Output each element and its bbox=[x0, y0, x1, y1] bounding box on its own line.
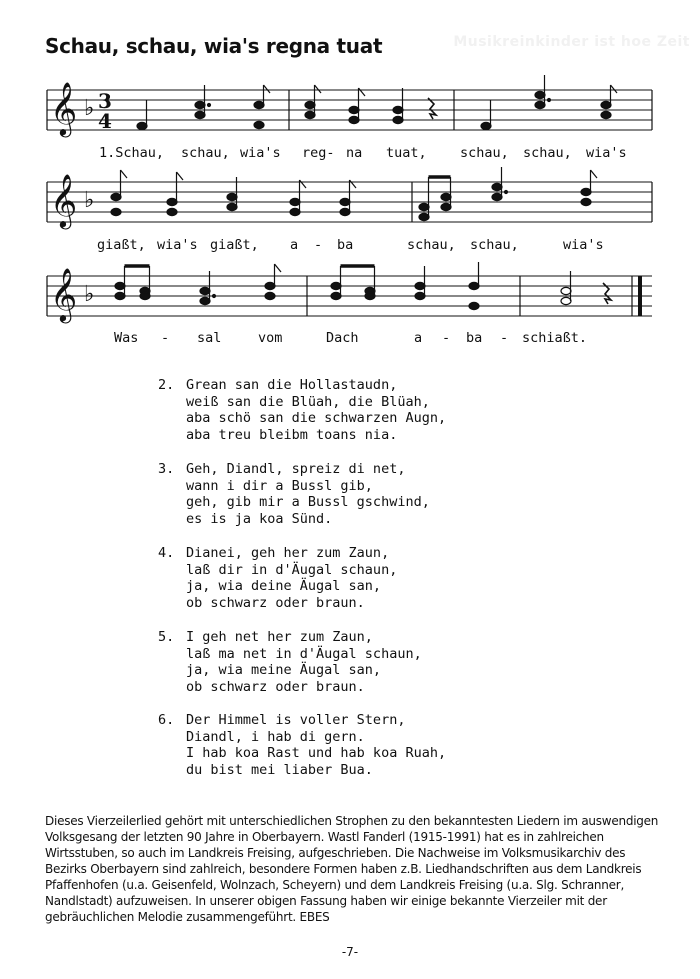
treble-clef-icon: 𝄞 bbox=[50, 81, 78, 135]
lyric-syllable: vom bbox=[258, 330, 283, 346]
verse-number: 3. bbox=[158, 461, 175, 477]
verse-line: es is ja koa Sünd. bbox=[186, 510, 333, 527]
verse-line: geh, gib mir a Bussl gschwind, bbox=[186, 494, 430, 511]
verse-3 bbox=[158, 461, 430, 527]
lyric-syllable: - bbox=[161, 330, 170, 346]
lyric-syllable: schau, bbox=[181, 145, 230, 161]
lyric-syllable: sal bbox=[197, 330, 222, 346]
lyric-syllable: tuat, bbox=[386, 145, 427, 161]
clefs bbox=[50, 81, 94, 323]
svg-text:4: 4 bbox=[98, 109, 112, 133]
lyric-syllable: schau, bbox=[407, 237, 456, 253]
verse-line: I geh net her zum Zaun, bbox=[186, 629, 373, 645]
lyric-syllable: a bbox=[414, 330, 423, 346]
lyric-syllable: ba bbox=[466, 330, 483, 346]
verse-line: laß ma net in d'Äugal schaun, bbox=[186, 645, 422, 662]
lyric-syllable: na bbox=[346, 145, 363, 161]
lyric-syllable: - bbox=[314, 237, 323, 253]
lyric-syllable: reg- bbox=[302, 145, 335, 161]
verse-line: ja, wia deine Äugal san, bbox=[186, 578, 382, 595]
lyric-syllable: giaßt, bbox=[210, 237, 259, 253]
verse-line: aba treu bleibm toans nia. bbox=[186, 426, 398, 443]
flat-icon: ♭ bbox=[84, 96, 95, 121]
lyric-syllable: schau, bbox=[460, 145, 509, 161]
verse-line: weiß san die Blüah, die Blüah, bbox=[186, 393, 430, 410]
verse-line: Dianei, geh her zum Zaun, bbox=[186, 545, 390, 561]
notes-system-2 bbox=[111, 167, 597, 221]
verse-line: I hab koa Rast und hab koa Ruah, bbox=[186, 745, 447, 762]
lyric-syllable: schau, bbox=[523, 145, 572, 161]
verse-line: laß dir in d'Äugal schaun, bbox=[186, 561, 398, 578]
flat-icon: ♭ bbox=[84, 188, 95, 213]
flat-icon: ♭ bbox=[84, 282, 95, 307]
verse-line: aba schö san die schwarzen Augn, bbox=[186, 410, 447, 427]
verse-number: 6. bbox=[158, 712, 175, 728]
song-title: Schau, schau, wia's regna tuat bbox=[45, 34, 383, 58]
lyric-syllable: wia's bbox=[586, 145, 627, 161]
verse-2 bbox=[158, 377, 446, 443]
lyric-syllable: Dach bbox=[326, 330, 359, 346]
verse-6 bbox=[158, 712, 446, 778]
commentary-paragraph: Dieses Vierzeilerlied gehört mit unterschiedlichen Strophen zu den bekanntesten Liedern im auswendigen Volksgesang der letzten 90 Jahre in Oberbayern. Wastl Fanderl (1915-1991) hat es in zahlreichen Wirtsstuben, so auch im Landkreis Freising, aufgeschrieben. Die Nachweise im Volksmusikarchiv des Bezirks Oberbayern sind zahlreich, besondere Formen haben z.B. Liedhandschriften aus dem Landkreis Pfaffenhofen (u.a. Geisenfeld, Wolnzach, Scheyern) und dem Landkreis Freising (u.a. Slg. Schranner, Nandlstadt) aufzuweisen. In unserer obigen Fassung haben wir einige bekannte Vierzeiler mit der gebräuchlichen Melodie zusammengeführt. EBES bbox=[45, 814, 659, 924]
lyric-syllable: giaßt, bbox=[97, 237, 146, 253]
verse-number: 5. bbox=[158, 629, 175, 645]
notes-system-1 bbox=[137, 75, 617, 130]
verse-5 bbox=[158, 629, 422, 695]
treble-clef-icon: 𝄞 bbox=[50, 173, 78, 227]
lyric-syllable: Was bbox=[114, 330, 139, 346]
verse-line: wann i dir a Bussl gib, bbox=[186, 477, 373, 494]
verse-4 bbox=[158, 545, 397, 611]
lyric-syllable: schiaßt. bbox=[522, 330, 588, 346]
lyric-syllable: 1.Schau, bbox=[99, 145, 165, 161]
lyric-syllable: ba bbox=[337, 237, 354, 253]
treble-clef-icon: 𝄞 bbox=[50, 267, 78, 321]
lyric-syllable: wia's bbox=[240, 145, 281, 161]
verse-number: 4. bbox=[158, 545, 175, 561]
page-number: -7- bbox=[341, 945, 359, 959]
verse-line: ja, wia meine Äugal san, bbox=[186, 662, 382, 679]
svg-text:3: 3 bbox=[98, 89, 112, 113]
lyric-syllable: - bbox=[442, 330, 451, 346]
lyric-syllable: wia's bbox=[563, 237, 604, 253]
lyric-syllable: a bbox=[290, 237, 299, 253]
lyric-syllable: wia's bbox=[157, 237, 198, 253]
verse-line: Grean san die Hollastaudn, bbox=[186, 377, 398, 393]
verse-number: 2. bbox=[158, 377, 175, 393]
bleed-through-text: Musikreinkinder ist hoe Zeit bbox=[453, 34, 690, 50]
time-signature bbox=[98, 89, 112, 133]
verse-line: Geh, Diandl, spreiz di net, bbox=[186, 461, 406, 477]
verse-line: du bist mei liaber Bua. bbox=[186, 761, 373, 778]
verse-line: ob schwarz oder braun. bbox=[186, 678, 365, 695]
verse-line: ob schwarz oder braun. bbox=[186, 594, 365, 611]
lyric-syllable: - bbox=[500, 330, 509, 346]
music-notation bbox=[0, 0, 700, 360]
lyric-syllable: schau, bbox=[470, 237, 519, 253]
verse-line: Der Himmel is voller Stern, bbox=[186, 712, 406, 728]
verse-line: Diandl, i hab di gern. bbox=[186, 728, 365, 745]
